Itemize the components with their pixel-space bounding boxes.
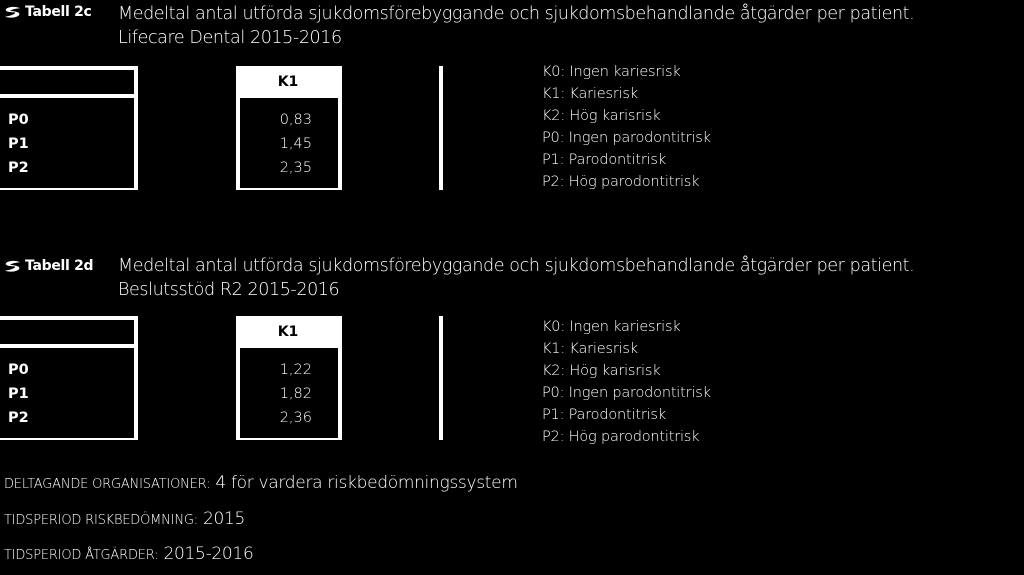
footer-risk-assessment-period [4, 509, 245, 529]
data-table [0, 316, 443, 440]
cell-value-p0: 0,83 [279, 112, 312, 128]
table-title [118, 254, 914, 302]
data-table [0, 66, 443, 190]
column-header-k1: K1 [277, 324, 299, 340]
cell-value-p0: 1,22 [279, 362, 312, 378]
legend [542, 61, 711, 193]
k2-column-cell [342, 66, 439, 190]
footer-value: 2015 [203, 509, 246, 529]
table-title-line2: Lifecare Dental 2015-2016 [118, 28, 342, 48]
table-tag-label: Tabell 2c [25, 4, 92, 20]
row-label-p0: P0 [8, 112, 29, 128]
table-tag-2d [4, 258, 93, 274]
table-corner-cell [0, 70, 134, 94]
legend-item: P1: Parodontitrisk [542, 152, 666, 168]
table-title-line1: Medeltal antal utförda sjukdomsförebyggande och sjukdomsbehandlande åtgärder per patient. [118, 256, 915, 276]
cell-value-p1: 1,45 [279, 136, 312, 152]
column-header-k1: K1 [277, 74, 299, 90]
footer-label: TIDSPERIOD RISKBEDÖMNING: [4, 513, 198, 528]
table-corner-cell [0, 320, 134, 344]
swoosh-icon [4, 260, 21, 273]
footer-value: 4 för vardera riskbedömningssystem [215, 473, 518, 493]
legend-item: K0: Ingen kariesrisk [542, 64, 681, 80]
footer-value: 2015-2016 [163, 544, 254, 564]
legend-item: P0: Ingen parodontitrisk [542, 385, 711, 401]
table-title-line2: Beslutsstöd R2 2015-2016 [118, 280, 340, 300]
row-label-p2: P2 [8, 410, 29, 426]
table-tag-2c [4, 4, 92, 20]
footer-measures-period [4, 544, 253, 564]
legend-item: K0: Ingen kariesrisk [542, 319, 681, 335]
legend-item: P1: Parodontitrisk [542, 407, 666, 423]
legend-item: P0: Ingen parodontitrisk [542, 130, 711, 146]
k0-column-cell [138, 316, 236, 440]
footer-participating-orgs [4, 473, 518, 493]
legend-item: P2: Hög parodontitrisk [542, 174, 700, 190]
table-title-line1: Medeltal antal utförda sjukdomsförebyggande och sjukdomsbehandlande åtgärder per patient. [118, 4, 915, 24]
footer-label: DELTAGANDE ORGANISATIONER: [4, 477, 211, 492]
legend-item: K2: Hög karisrisk [542, 363, 661, 379]
row-label-p1: P1 [8, 386, 29, 402]
footer-label: TIDSPERIOD ÅTGÄRDER: [4, 548, 159, 563]
swoosh-icon [4, 6, 21, 19]
legend [542, 316, 711, 448]
legend-item: K1: Kariesrisk [542, 86, 638, 102]
row-label-p1: P1 [8, 136, 29, 152]
k0-column-cell [138, 66, 236, 190]
table-title [118, 2, 914, 50]
k2-column-cell [342, 316, 439, 440]
cell-value-p1: 1,82 [279, 386, 312, 402]
cell-value-p2: 2,36 [279, 410, 312, 426]
row-label-p0: P0 [8, 362, 29, 378]
cell-value-p2: 2,35 [279, 160, 312, 176]
row-label-p2: P2 [8, 160, 29, 176]
legend-item: P2: Hög parodontitrisk [542, 429, 700, 445]
legend-item: K1: Kariesrisk [542, 341, 638, 357]
table-tag-label: Tabell 2d [25, 258, 94, 274]
legend-item: K2: Hög karisrisk [542, 108, 661, 124]
